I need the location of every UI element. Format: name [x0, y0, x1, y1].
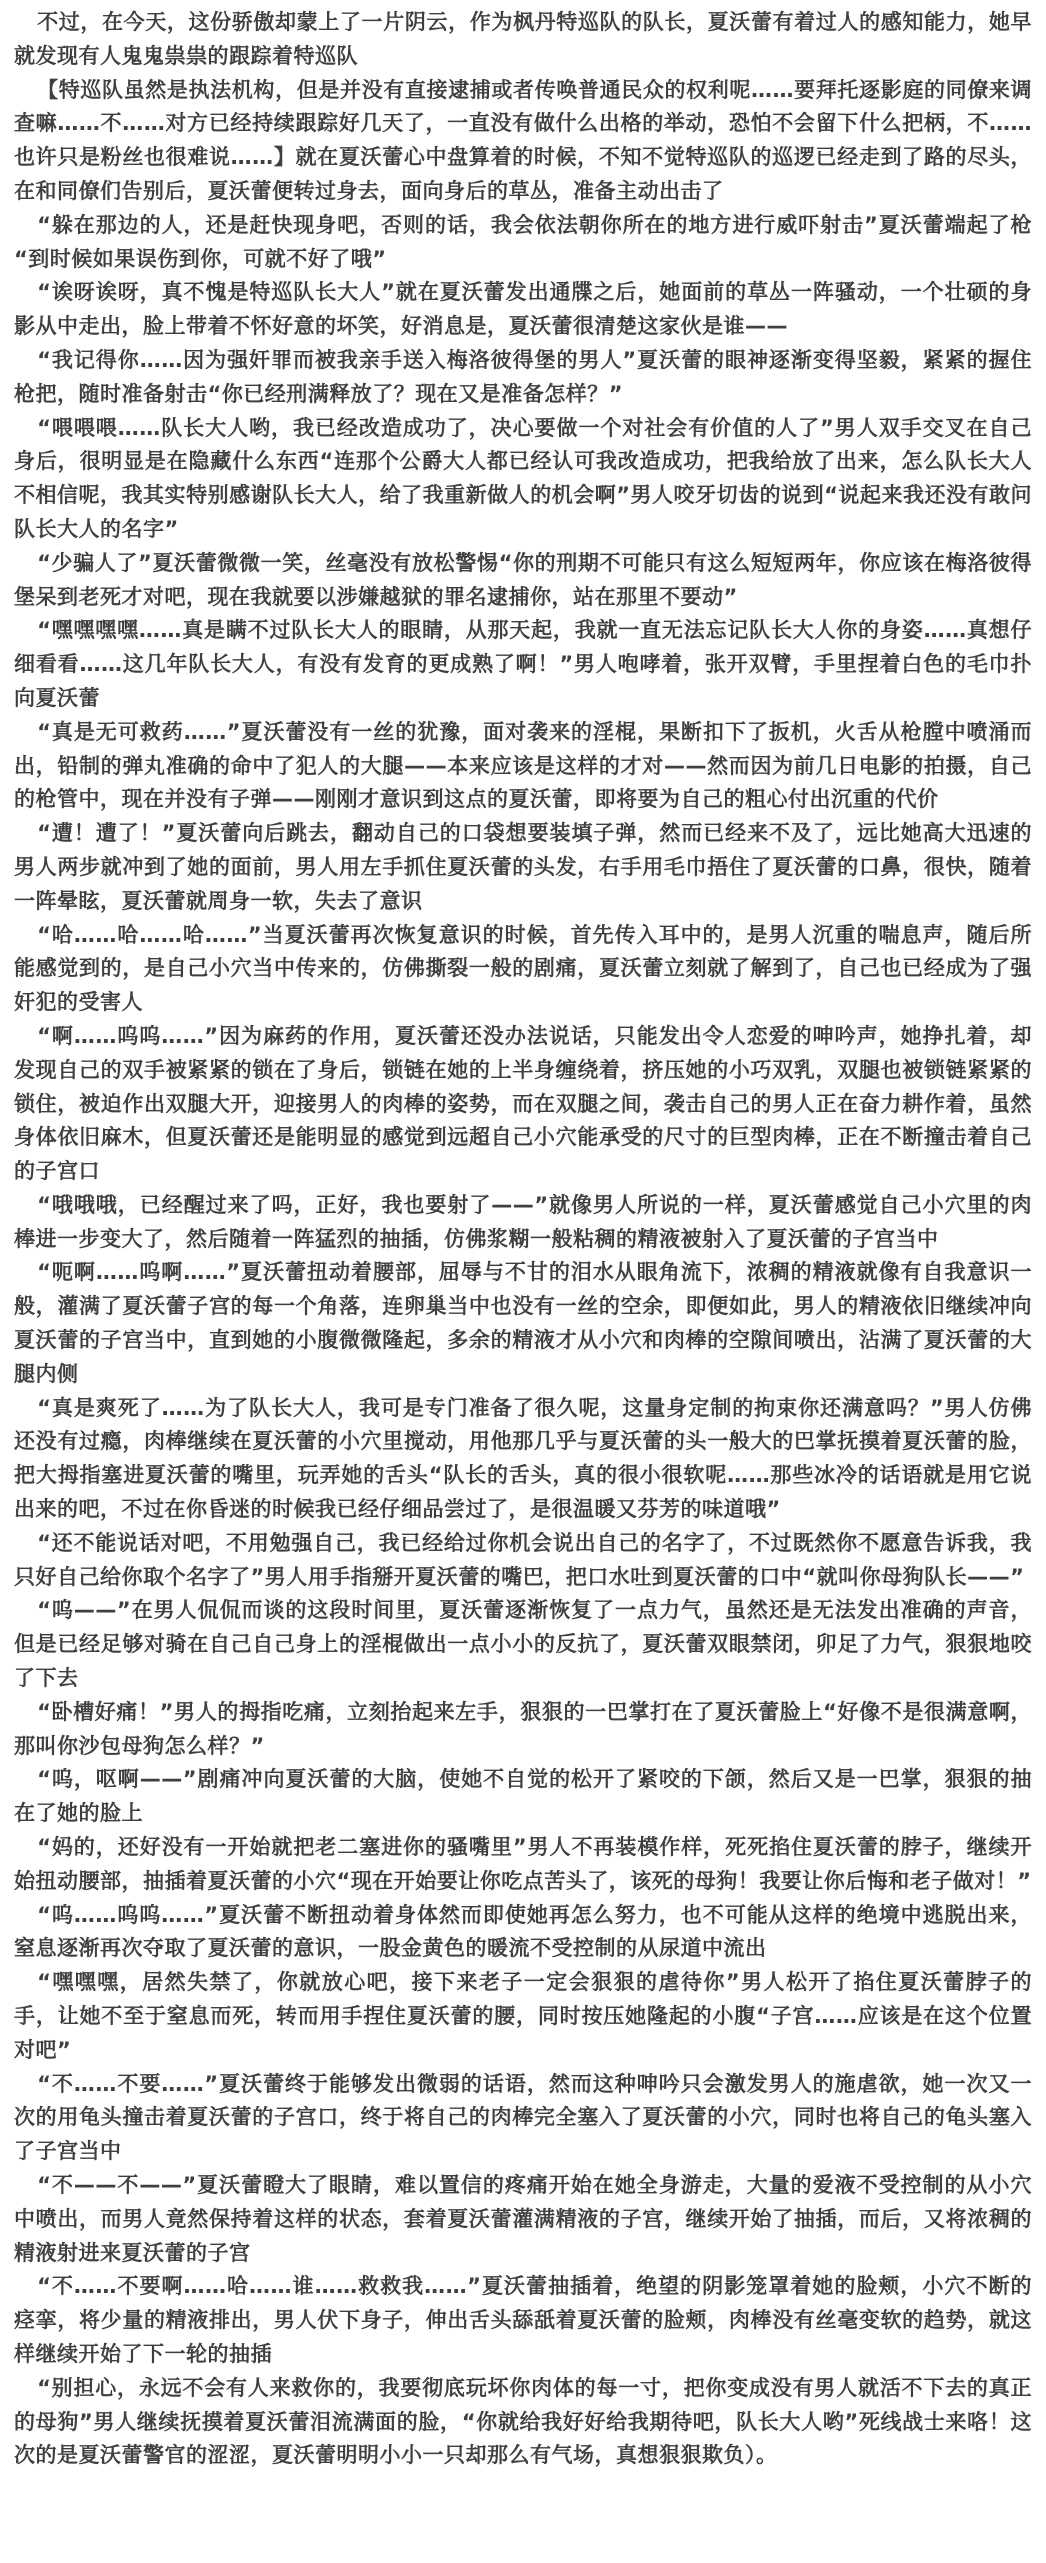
paragraph: “我记得你……因为强奸罪而被我亲手送入梅洛彼得堡的男人”夏沃蕾的眼神逐渐变得坚毅，紧紧的握住枪把，随时准备射击“你已经刑满释放了？现在又是准备怎样？” [14, 347, 1032, 406]
paragraph: “卧槽好痛！”男人的拇指吃痛，立刻抬起来左手，狠狠的一巴掌打在了夏沃蕾脸上“好像不是很满意啊，那叫你沙包母狗怎么样？” [14, 1699, 1032, 1758]
paragraph: “呜……呜呜……”夏沃蕾不断扭动着身体然而即使她再怎么努力，也不可能从这样的绝境中逃脱出来，窒息逐渐再次夺取了夏沃蕾的意识，一股金黄色的暖流不受控制的从尿道中流出 [14, 1902, 1032, 1961]
novel-text-body [14, 6, 1032, 2473]
paragraph: “不——不——”夏沃蕾瞪大了眼睛，难以置信的疼痛开始在她全身游走，大量的爱液不受控制的从小穴中喷出，而男人竟然保持着这样的状态，套着夏沃蕾灌满精液的子宫，继续开始了抽插，而后，又将浓稠的精液射进来夏沃蕾的子宫 [14, 2173, 1032, 2265]
paragraph: “嘿嘿嘿，居然失禁了，你就放心吧，接下来老子一定会狠狠的虐待你”男人松开了掐住夏沃蕾脖子的手，让她不至于窒息而死，转而用手捏住夏沃蕾的腰，同时按压她隆起的小腹“子宫……应该是在这个位置对吧” [14, 1970, 1032, 2062]
paragraph: “还不能说话对吧，不用勉强自己，我已经给过你机会说出自己的名字了，不过既然你不愿意告诉我，我只好自己给你取个名字了”男人用手指掰开夏沃蕾的嘴巴，把口水吐到夏沃蕾的口中“就叫你母狗队长——” [14, 1530, 1032, 1589]
paragraph: 不过，在今天，这份骄傲却蒙上了一片阴云，作为枫丹特巡队的队长，夏沃蕾有着过人的感知能力，她早就发现有人鬼鬼祟祟的跟踪着特巡队 [14, 10, 1032, 68]
paragraph: 【特巡队虽然是执法机构，但是并没有直接逮捕或者传唤普通民众的权利呢……要拜托逐影庭的同僚来调查嘛……不……对方已经持续跟踪好几天了，一直没有做什么出格的举动，恐怕不会留下什么把柄，不……也许只是粉丝也很难说……】就在夏沃蕾心中盘算着的时候，不知不觉特巡队的巡逻已经走到了路的尽头，在和同僚们告别后，夏沃蕾便转过身去，面向身后的草丛，准备主动出击了 [14, 77, 1032, 203]
paragraph: “喂喂喂……队长大人哟，我已经改造成功了，决心要做一个对社会有价值的人了”男人双手交叉在自己身后，很明显是在隐藏什么东西“连那个公爵大人都已经认可我改造成功，把我给放了出来，怎么队长大人不相信呢，我其实特别感谢队长大人，给了我重新做人的机会啊”男人咬牙切齿的说到“说起来我还没有敢问队长大人的名字” [14, 415, 1032, 541]
paragraph: “躲在那边的人，还是赶快现身吧，否则的话，我会依法朝你所在的地方进行威吓射击”夏沃蕾端起了枪“到时候如果误伤到你，可就不好了哦” [14, 212, 1032, 271]
paragraph: “嘿嘿嘿嘿……真是瞒不过队长大人的眼睛，从那天起，我就一直无法忘记队长大人你的身姿……真想仔细看看……这几年队长大人，有没有发育的更成熟了啊！”男人咆哮着，张开双臂，手里捏着白色的毛巾扑向夏沃蕾 [14, 618, 1032, 710]
paragraph: “哦哦哦，已经醒过来了吗，正好，我也要射了——”就像男人所说的一样，夏沃蕾感觉自己小穴里的肉棒进一步变大了，然后随着一阵猛烈的抽插，仿佛浆糊一般粘稠的精液被射入了夏沃蕾的子宫当中 [14, 1192, 1032, 1251]
paragraph: “呜，呕啊——”剧痛冲向夏沃蕾的大脑，使她不自觉的松开了紧咬的下颌，然后又是一巴掌，狠狠的抽在了她的脸上 [14, 1767, 1032, 1826]
paragraph: “诶呀诶呀，真不愧是特巡队长大人”就在夏沃蕾发出通牒之后，她面前的草丛一阵骚动，一个壮硕的身影从中走出，脸上带着不怀好意的坏笑，好消息是，夏沃蕾很清楚这家伙是谁—— [14, 280, 1032, 339]
paragraph: “妈的，还好没有一开始就把老二塞进你的骚嘴里”男人不再装模作样，死死掐住夏沃蕾的脖子，继续开始扭动腰部，抽插着夏沃蕾的小穴“现在开始要让你吃点苦头了，该死的母狗！我要让你后悔和老子做对！” [14, 1835, 1032, 1893]
paragraph: “遭！遭了！”夏沃蕾向后跳去，翻动自己的口袋想要装填子弹，然而已经来不及了，远比她高大迅速的男人两步就冲到了她的面前，男人用左手抓住夏沃蕾的头发，右手用毛巾捂住了夏沃蕾的口鼻，很快，随着一阵晕眩，夏沃蕾就周身一软，失去了意识 [14, 821, 1032, 913]
paragraph: “真是无可救药……”夏沃蕾没有一丝的犹豫，面对袭来的淫棍，果断扣下了扳机，火舌从枪膛中喷涌而出，铅制的弹丸准确的命中了犯人的大腿——本来应该是这样的才对——然而因为前几日电影的拍摄，自己的枪管中，现在并没有子弹——刚刚才意识到这点的夏沃蕾，即将要为自己的粗心付出沉重的代价 [14, 719, 1032, 812]
paragraph: “少骗人了”夏沃蕾微微一笑，丝毫没有放松警惕“你的刑期不可能只有这么短短两年，你应该在梅洛彼得堡呆到老死才对吧，现在我就要以涉嫌越狱的罪名逮捕你，站在那里不要动” [14, 550, 1032, 609]
paragraph: “真是爽死了……为了队长大人，我可是专门准备了很久呢，这量身定制的拘束你还满意吗？”男人仿佛还没有过瘾，肉棒继续在夏沃蕾的小穴里搅动，用他那几乎与夏沃蕾的头一般大的巴掌抚摸着夏沃蕾的脸，把大拇指塞进夏沃蕾的嘴里，玩弄她的舌头“队长的舌头，真的很小很软呢……那些冰冷的话语就是用它说出来的吧，不过在你昏迷的时候我已经仔细品尝过了，是很温暖又芬芳的味道哦” [14, 1395, 1032, 1522]
paragraph: “不……不要啊……哈……谁……救救我……”夏沃蕾抽插着，绝望的阴影笼罩着她的脸颊，小穴不断的痉挛，将少量的精液排出，男人伏下身子，伸出舌头舔舐着夏沃蕾的脸颊，肉棒没有丝毫变软的趋势，就这样继续开始了下一轮的抽插 [14, 2274, 1032, 2366]
paragraph: “别担心，永远不会有人来救你的，我要彻底玩坏你肉体的每一寸，把你变成没有男人就活不下去的真正的母狗”男人继续抚摸着夏沃蕾泪流满面的脸，“你就给我好好给我期待吧，队长大人哟”死线战士来咯！这次的是夏沃蕾警官的涩涩，夏沃蕾明明小小一只却那么有气场，真想狠狠欺负）。 [14, 2375, 1032, 2468]
paragraph: “呜——”在男人侃侃而谈的这段时间里，夏沃蕾逐渐恢复了一点力气，虽然还是无法发出准确的声音，但是已经足够对骑在自己自己身上的淫棍做出一点小小的反抗了，夏沃蕾双眼禁闭，卯足了力气，狠狠地咬了下去 [14, 1598, 1032, 1691]
paragraph: “呃啊……呜啊……”夏沃蕾扭动着腰部，屈辱与不甘的泪水从眼角流下，浓稠的精液就像有自我意识一般，灌满了夏沃蕾子宫的每一个角落，连卵巢当中也没有一丝的空余，即便如此，男人的精液依旧继续冲向夏沃蕾的子宫当中，直到她的小腹微微隆起，多余的精液才从小穴和肉棒的空隙间喷出，沾满了夏沃蕾的大腿内侧 [14, 1260, 1032, 1386]
paragraph: “啊……呜呜……”因为麻药的作用，夏沃蕾还没办法说话，只能发出令人恋爱的呻吟声，她挣扎着，却发现自己的双手被紧紧的锁在了身后，锁链在她的上半身缠绕着，挤压她的小巧双乳，双腿也被锁链紧紧的锁住，被迫作出双腿大开，迎接男人的肉棒的姿势，而在双腿之间，袭击自己的男人正在奋力耕作着，虽然身体依旧麻木，但夏沃蕾还是能明显的感觉到远超自己小穴能承受的尺寸的巨型肉棒，正在不断撞击着自己的子宫口 [14, 1023, 1032, 1184]
paragraph: “不……不要……”夏沃蕾终于能够发出微弱的话语，然而这种呻吟只会激发男人的施虐欲，她一次又一次的用龟头撞击着夏沃蕾的子宫口，终于将自己的肉棒完全塞入了夏沃蕾的小穴，同时也将自己的龟头塞入了子宫当中 [14, 2071, 1032, 2164]
paragraph: “哈……哈……哈……”当夏沃蕾再次恢复意识的时候，首先传入耳中的，是男人沉重的喘息声，随后所能感觉到的，是自己小穴当中传来的，仿佛撕裂一般的剧痛，夏沃蕾立刻就了解到了，自己也已经成为了强奸犯的受害人 [14, 922, 1032, 1015]
